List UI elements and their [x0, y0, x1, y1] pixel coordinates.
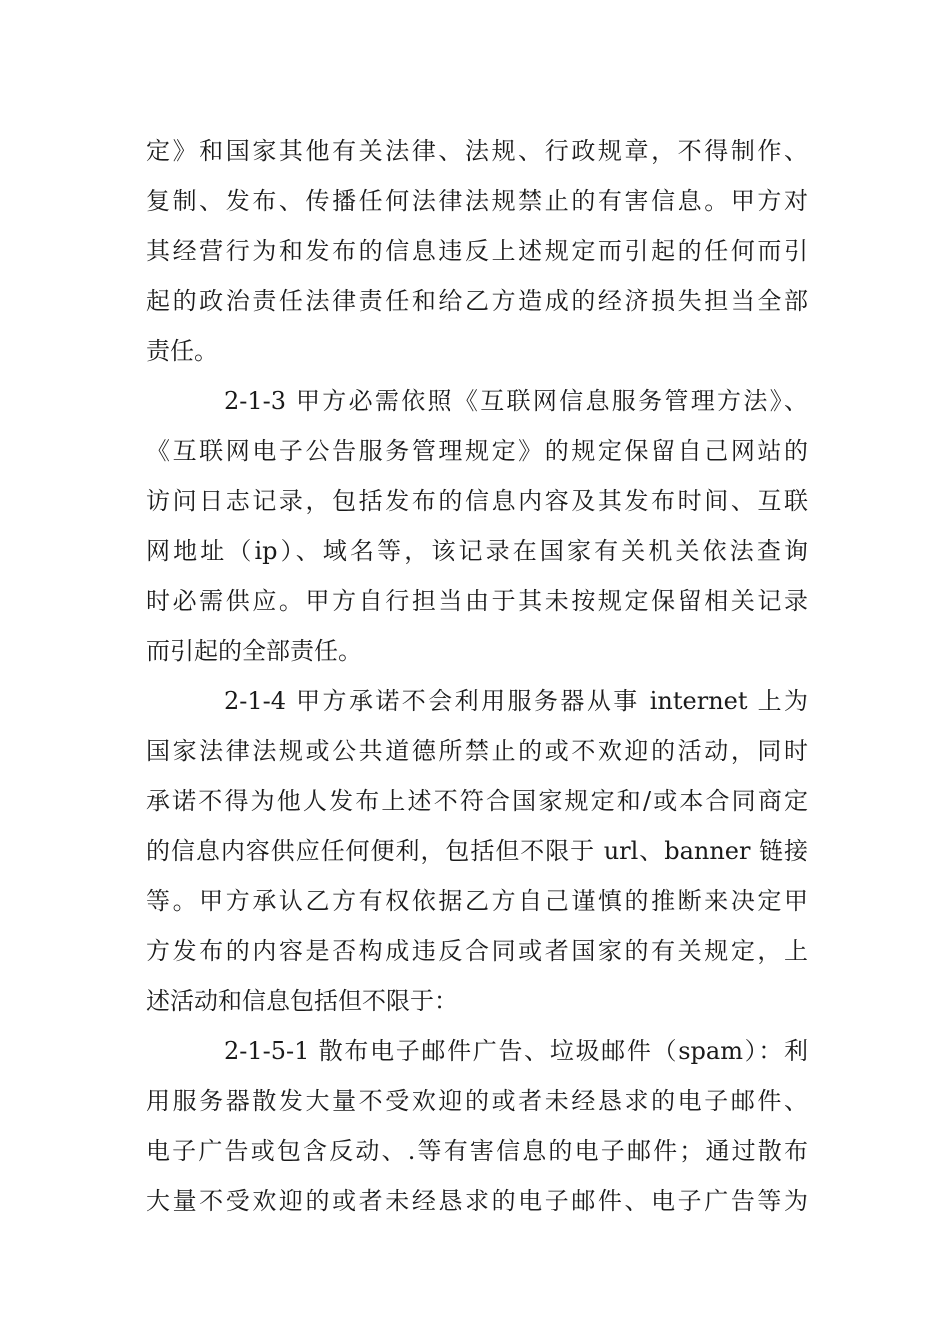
text-line: 2-1-5-1 散布电子邮件广告、垃圾邮件（spam）：利 [224, 1037, 808, 1065]
text-line: 承诺不得为他人发布上述不符合国家规定和/或本合同商定 [146, 787, 808, 815]
text-line: 国家法律法规或公共道德所禁止的或不欢迎的活动，同时 [146, 737, 808, 765]
text-line: 2-1-3 甲方必需依照《互联网信息服务管理方法》、 [224, 387, 808, 415]
text-line: 用服务器散发大量不受欢迎的或者未经恳求的电子邮件、 [146, 1087, 808, 1115]
text-line: 大量不受欢迎的或者未经恳求的电子邮件、电子广告等为 [146, 1187, 808, 1215]
text-line: 复制、发布、传播任何法律法规禁止的有害信息。甲方对 [146, 187, 808, 215]
text-line: 时必需供应。甲方自行担当由于其未按规定保留相关记录 [146, 587, 808, 615]
text-line: 《互联网电子公告服务管理规定》的规定保留自己网站的 [146, 437, 808, 465]
text-line: 起的政治责任法律责任和给乙方造成的经济损失担当全部 [146, 287, 808, 315]
text-line: 访问日志记录，包括发布的信息内容及其发布时间、互联 [146, 487, 808, 515]
text-line: 定》和国家其他有关法律、法规、行政规章，不得制作、 [146, 137, 808, 165]
text-line: 等。甲方承认乙方有权依据乙方自己谨慎的推断来决定甲 [146, 887, 808, 915]
text-line: 2-1-4 甲方承诺不会利用服务器从事 internet 上为 [224, 687, 808, 715]
text-line: 责任。 [146, 337, 218, 365]
text-line: 其经营行为和发布的信息违反上述规定而引起的任何而引 [146, 237, 808, 265]
text-line: 方发布的内容是否构成违反合同或者国家的有关规定，上 [146, 937, 808, 965]
text-line: 电子广告或包含反动、.等有害信息的电子邮件；通过散布 [146, 1137, 808, 1165]
text-line: 网地址（ip）、域名等，该记录在国家有关机关依法查询 [146, 537, 808, 565]
text-line: 的信息内容供应任何便利，包括但不限于 url、banner 链接 [146, 837, 808, 865]
text-line: 而引起的全部责任。 [146, 637, 362, 665]
document-body [146, 126, 808, 1226]
text-line: 述活动和信息包括但不限于： [146, 987, 458, 1015]
